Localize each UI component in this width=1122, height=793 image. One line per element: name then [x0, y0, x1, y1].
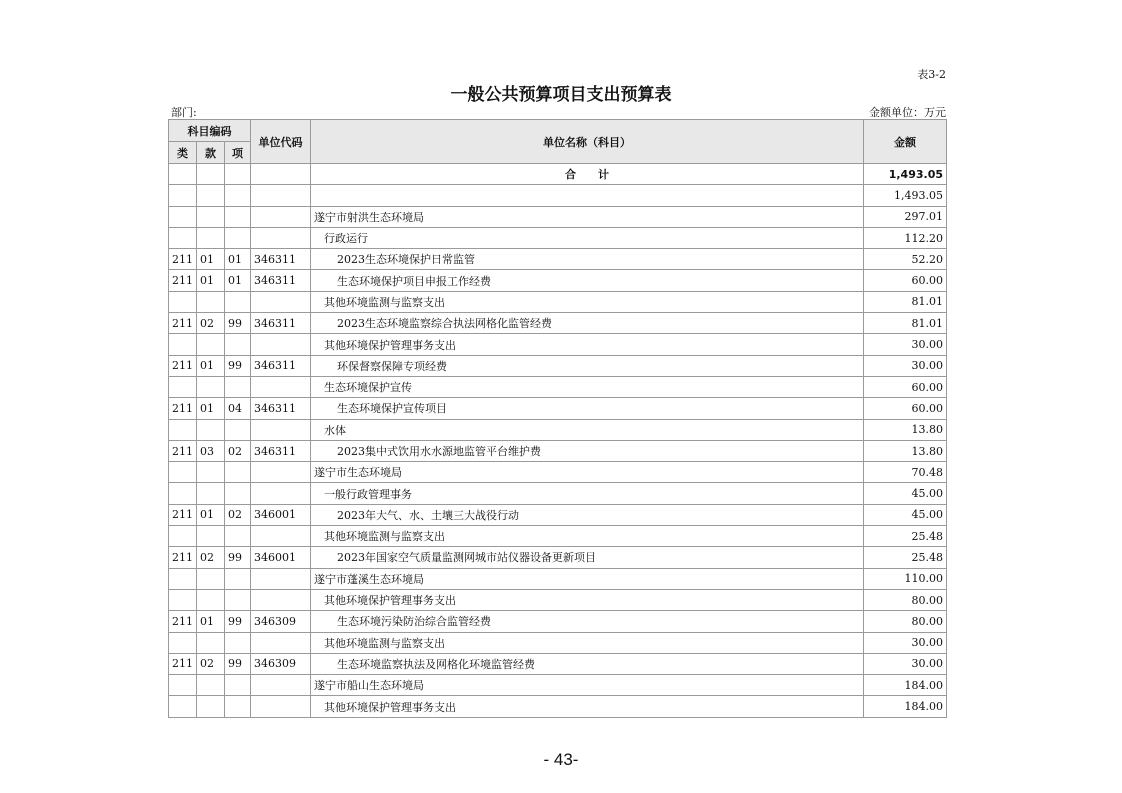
- kuan-cell: [197, 291, 225, 312]
- amount-cell: 80.00: [864, 589, 947, 610]
- unit-code-cell: 346311: [251, 249, 311, 270]
- table-row: [169, 696, 947, 717]
- xiang-cell: 02: [225, 504, 251, 525]
- unit-code-cell: [251, 376, 311, 397]
- amount-cell: 60.00: [864, 398, 947, 419]
- kuan-cell: [197, 206, 225, 227]
- unit-name-cell: 2023年国家空气质量监测网城市站仪器设备更新项目: [311, 547, 864, 568]
- xiang-header: 项: [225, 142, 251, 164]
- unit-code-cell: 346311: [251, 270, 311, 291]
- table-row: [169, 419, 947, 440]
- lei-cell: [169, 568, 197, 589]
- unit-code-cell: [251, 568, 311, 589]
- xiang-cell: [225, 376, 251, 397]
- amount-cell: 45.00: [864, 483, 947, 504]
- kuan-cell: 02: [197, 547, 225, 568]
- unit-name-cell: 水体: [311, 419, 864, 440]
- table-body: [169, 164, 947, 718]
- xiang-cell: 99: [225, 653, 251, 674]
- xiang-cell: [225, 632, 251, 653]
- xiang-cell: [225, 291, 251, 312]
- unit-name-cell: 其他环境保护管理事务支出: [311, 589, 864, 610]
- unit-name-cell: 其他环境监测与监察支出: [311, 526, 864, 547]
- kuan-cell: 01: [197, 611, 225, 632]
- lei-cell: [169, 206, 197, 227]
- xiang-cell: 01: [225, 270, 251, 291]
- kuan-cell: 03: [197, 440, 225, 461]
- xiang-cell: [225, 675, 251, 696]
- amount-cell: 81.01: [864, 313, 947, 334]
- xiang-cell: [225, 696, 251, 717]
- kuan-cell: [197, 696, 225, 717]
- table-row: [169, 504, 947, 525]
- lei-cell: 211: [169, 270, 197, 291]
- kuan-cell: 01: [197, 270, 225, 291]
- lei-cell: [169, 227, 197, 248]
- xiang-cell: 04: [225, 398, 251, 419]
- lei-cell: [169, 675, 197, 696]
- lei-cell: [169, 462, 197, 483]
- unit-name-cell: 遂宁市生态环境局: [311, 462, 864, 483]
- kuan-cell: [197, 632, 225, 653]
- unit-code-cell: 346001: [251, 504, 311, 525]
- unit-name-cell: 生态环境保护项目申报工作经费: [311, 270, 864, 291]
- total-kuan-cell: [197, 164, 225, 185]
- xiang-cell: 99: [225, 547, 251, 568]
- table-row: [169, 185, 947, 206]
- unit-code-cell: 346311: [251, 355, 311, 376]
- unit-name-cell: 其他环境保护管理事务支出: [311, 334, 864, 355]
- table-header: [169, 120, 947, 164]
- table-row: [169, 398, 947, 419]
- xiang-cell: [225, 334, 251, 355]
- unit-code-cell: [251, 291, 311, 312]
- xiang-cell: [225, 462, 251, 483]
- table-row: [169, 568, 947, 589]
- table-row: [169, 589, 947, 610]
- amount-cell: 110.00: [864, 568, 947, 589]
- unit-name-cell: 其他环境保护管理事务支出: [311, 696, 864, 717]
- kuan-cell: [197, 462, 225, 483]
- amount-cell: 25.48: [864, 526, 947, 547]
- unit-name-cell: 环保督察保障专项经费: [311, 355, 864, 376]
- kuan-cell: 02: [197, 653, 225, 674]
- lei-cell: [169, 589, 197, 610]
- kuan-cell: [197, 568, 225, 589]
- table-row: [169, 227, 947, 248]
- lei-cell: 211: [169, 398, 197, 419]
- amount-cell: 30.00: [864, 355, 947, 376]
- total-amount: 1,493.05: [864, 164, 947, 185]
- kuan-cell: [197, 376, 225, 397]
- unit-name-cell: 2023集中式饮用水水源地监管平台维护费: [311, 440, 864, 461]
- unit-name-cell: 2023生态环境保护日常监管: [311, 249, 864, 270]
- kuan-cell: 01: [197, 398, 225, 419]
- kuan-cell: [197, 483, 225, 504]
- amount-cell: 13.80: [864, 440, 947, 461]
- unit-name-cell: 其他环境监测与监察支出: [311, 291, 864, 312]
- lei-cell: 211: [169, 547, 197, 568]
- amount-cell: 45.00: [864, 504, 947, 525]
- unit-code-cell: 346309: [251, 653, 311, 674]
- unit-code-header: 单位代码: [251, 120, 311, 164]
- amount-cell: 70.48: [864, 462, 947, 483]
- kuan-cell: 01: [197, 504, 225, 525]
- unit-code-cell: [251, 675, 311, 696]
- unit-code-cell: [251, 419, 311, 440]
- lei-cell: [169, 419, 197, 440]
- lei-cell: 211: [169, 611, 197, 632]
- amount-cell: 184.00: [864, 696, 947, 717]
- unit-code-cell: 346001: [251, 547, 311, 568]
- xiang-cell: [225, 206, 251, 227]
- unit-code-cell: [251, 632, 311, 653]
- table-row: [169, 270, 947, 291]
- xiang-cell: 99: [225, 313, 251, 334]
- table-row: [169, 632, 947, 653]
- xiang-cell: [225, 483, 251, 504]
- kuan-cell: [197, 185, 225, 206]
- unit-name-cell: 遂宁市船山生态环境局: [311, 675, 864, 696]
- table-row: [169, 611, 947, 632]
- lei-cell: 211: [169, 355, 197, 376]
- amount-cell: 112.20: [864, 227, 947, 248]
- table-row: [169, 206, 947, 227]
- unit-name-header: 单位名称（科目）: [311, 120, 864, 164]
- kuan-cell: [197, 526, 225, 547]
- page-number: - 43-: [543, 750, 579, 769]
- table-row: [169, 313, 947, 334]
- total-label: 合 计: [311, 164, 864, 185]
- total-xiang-cell: [225, 164, 251, 185]
- xiang-cell: [225, 568, 251, 589]
- unit-code-cell: [251, 185, 311, 206]
- unit-name-cell: 遂宁市蓬溪生态环境局: [311, 568, 864, 589]
- unit-code-cell: [251, 334, 311, 355]
- unit-code-cell: 346311: [251, 313, 311, 334]
- kuan-cell: [197, 419, 225, 440]
- lei-header: 类: [169, 142, 197, 164]
- total-row: [169, 164, 947, 185]
- kuan-header: 款: [197, 142, 225, 164]
- amount-cell: 25.48: [864, 547, 947, 568]
- page-title: 一般公共预算项目支出预算表: [450, 85, 672, 105]
- table-row: [169, 675, 947, 696]
- xiang-cell: 99: [225, 355, 251, 376]
- xiang-cell: [225, 526, 251, 547]
- kuan-cell: 01: [197, 249, 225, 270]
- lei-cell: [169, 376, 197, 397]
- unit-code-cell: [251, 696, 311, 717]
- unit-name-cell: [311, 185, 864, 206]
- unit-code-cell: [251, 483, 311, 504]
- amount-unit-label: 金额单位：万元: [869, 106, 946, 119]
- kuan-cell: [197, 589, 225, 610]
- unit-name-cell: 遂宁市射洪生态环境局: [311, 206, 864, 227]
- table-row: [169, 547, 947, 568]
- table-row: [169, 355, 947, 376]
- lei-cell: [169, 526, 197, 547]
- kuan-cell: [197, 334, 225, 355]
- table-row: [169, 483, 947, 504]
- amount-cell: 52.20: [864, 249, 947, 270]
- unit-code-cell: [251, 227, 311, 248]
- amount-cell: 81.01: [864, 291, 947, 312]
- table-row: [169, 526, 947, 547]
- unit-name-cell: 生态环境保护宣传: [311, 376, 864, 397]
- unit-code-cell: 346311: [251, 398, 311, 419]
- unit-code-cell: [251, 462, 311, 483]
- amount-cell: 80.00: [864, 611, 947, 632]
- table-row: [169, 249, 947, 270]
- kuan-cell: [197, 675, 225, 696]
- table-row: [169, 334, 947, 355]
- lei-cell: [169, 483, 197, 504]
- amount-cell: 60.00: [864, 376, 947, 397]
- table-row: [169, 291, 947, 312]
- lei-cell: [169, 334, 197, 355]
- lei-cell: 211: [169, 504, 197, 525]
- unit-code-cell: 346309: [251, 611, 311, 632]
- unit-code-cell: [251, 589, 311, 610]
- unit-name-cell: 生态环境保护宣传项目: [311, 398, 864, 419]
- lei-cell: [169, 696, 197, 717]
- kuan-cell: 02: [197, 313, 225, 334]
- unit-name-cell: 2023生态环境监察综合执法网格化监管经费: [311, 313, 864, 334]
- unit-name-cell: 行政运行: [311, 227, 864, 248]
- xiang-cell: 02: [225, 440, 251, 461]
- unit-name-cell: 一般行政管理事务: [311, 483, 864, 504]
- lei-cell: [169, 291, 197, 312]
- lei-cell: 211: [169, 313, 197, 334]
- table-number: 表3-2: [917, 68, 946, 81]
- total-code-cell: [251, 164, 311, 185]
- subject-code-header: 科目编码: [169, 120, 251, 142]
- lei-cell: 211: [169, 440, 197, 461]
- department-label: 部门:: [171, 106, 197, 119]
- xiang-cell: [225, 419, 251, 440]
- total-lei-cell: [169, 164, 197, 185]
- xiang-cell: 01: [225, 249, 251, 270]
- unit-name-cell: 2023年大气、水、土壤三大战役行动: [311, 504, 864, 525]
- table-row: [169, 440, 947, 461]
- lei-cell: 211: [169, 249, 197, 270]
- xiang-cell: [225, 227, 251, 248]
- unit-code-cell: 346311: [251, 440, 311, 461]
- amount-cell: 30.00: [864, 632, 947, 653]
- unit-code-cell: [251, 206, 311, 227]
- unit-name-cell: 生态环境监察执法及网格化环境监管经费: [311, 653, 864, 674]
- amount-cell: 60.00: [864, 270, 947, 291]
- amount-cell: 30.00: [864, 334, 947, 355]
- lei-cell: 211: [169, 653, 197, 674]
- amount-cell: 1,493.05: [864, 185, 947, 206]
- table-row: [169, 376, 947, 397]
- xiang-cell: [225, 185, 251, 206]
- lei-cell: [169, 185, 197, 206]
- budget-table: [168, 119, 947, 718]
- unit-name-cell: 生态环境污染防治综合监管经费: [311, 611, 864, 632]
- unit-name-cell: 其他环境监测与监察支出: [311, 632, 864, 653]
- amount-header: 金额: [864, 120, 947, 164]
- amount-cell: 297.01: [864, 206, 947, 227]
- amount-cell: 13.80: [864, 419, 947, 440]
- xiang-cell: [225, 589, 251, 610]
- xiang-cell: 99: [225, 611, 251, 632]
- amount-cell: 184.00: [864, 675, 947, 696]
- kuan-cell: 01: [197, 355, 225, 376]
- table-row: [169, 653, 947, 674]
- kuan-cell: [197, 227, 225, 248]
- amount-cell: 30.00: [864, 653, 947, 674]
- unit-code-cell: [251, 526, 311, 547]
- lei-cell: [169, 632, 197, 653]
- table-row: [169, 462, 947, 483]
